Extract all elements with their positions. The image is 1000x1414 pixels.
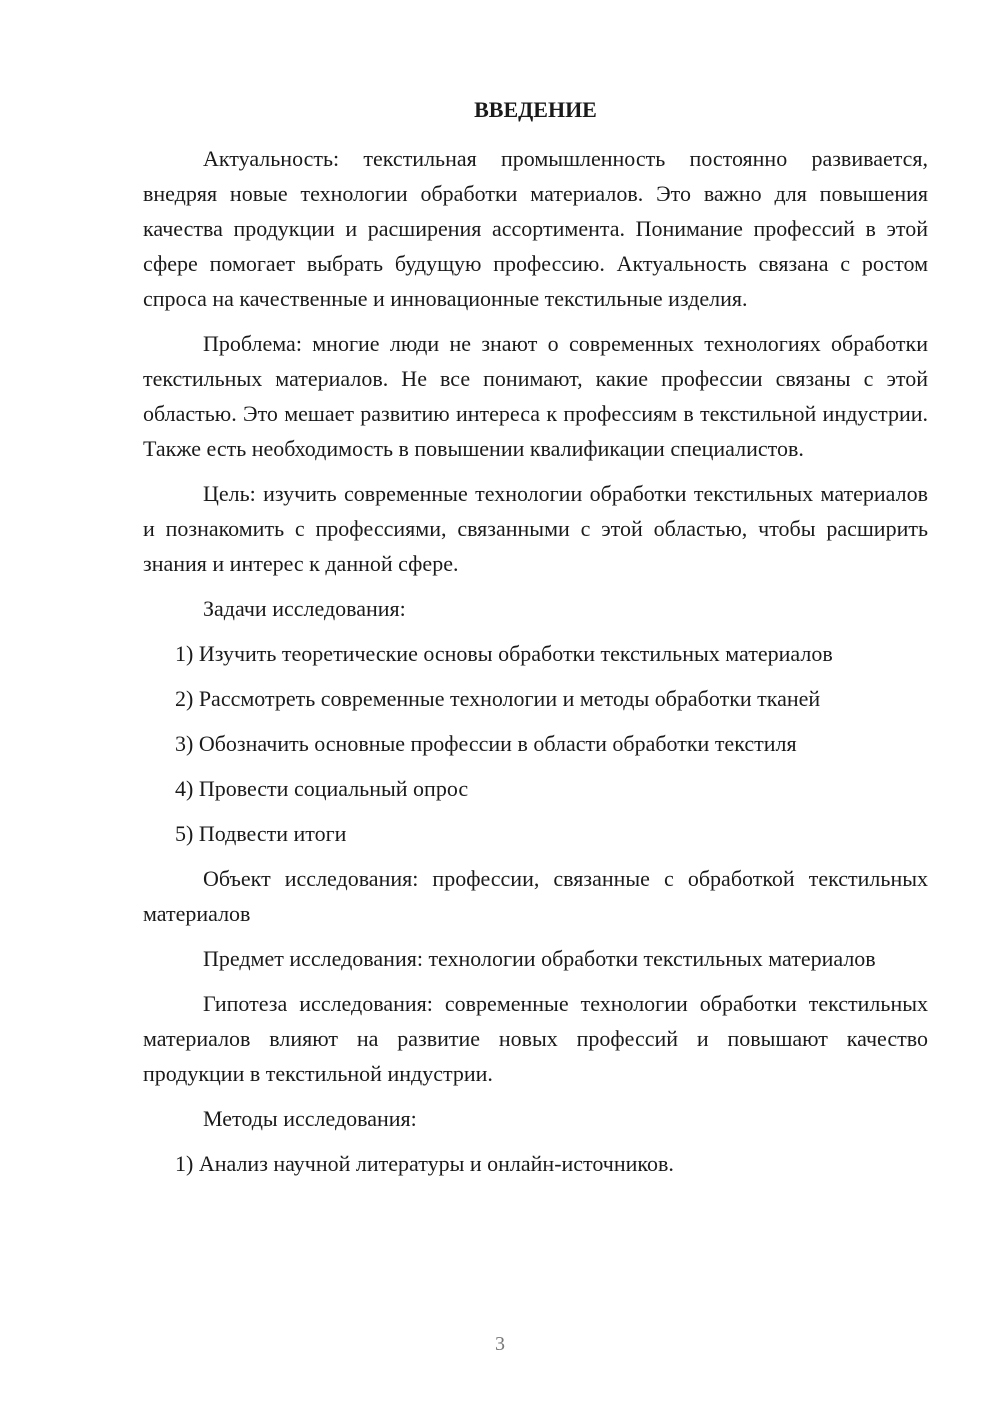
- method-item-1: 1) Анализ научной литературы и онлайн-источников.: [175, 1151, 674, 1176]
- task-item-2: 2) Рассмотреть современные технологии и методы обработки тканей: [175, 686, 821, 711]
- methods-heading: Методы исследования:: [203, 1106, 417, 1131]
- page-number: 3: [495, 1333, 505, 1355]
- goal-paragraph: Цель: изучить современные технологии обработки текстильных материалов и познакомить с профессиями, связанными с этой областью, чтобы расширить знания и интерес к данной сфере.: [143, 481, 928, 576]
- task-item-3: 3) Обозначить основные профессии в области обработки текстиля: [175, 731, 797, 756]
- object-paragraph: Объект исследования: профессии, связанные с обработкой текстильных материалов: [143, 866, 928, 926]
- task-item-4: 4) Провести социальный опрос: [175, 776, 469, 801]
- document-page: [143, 92, 928, 1191]
- tasks-list: [143, 636, 928, 851]
- tasks-heading: Задачи исследования:: [203, 596, 406, 621]
- relevance-paragraph: Актуальность: текстильная промышленность постоянно развивается, внедряя новые технологии обработки материалов. Это важно для повышения качества продукции и расширения ассортимента. Понимание профессий в этой сфере помогает выбрать будущую профессию. Актуальность связана с ростом спроса на качественные и инновационные текстильные изделия.: [143, 146, 928, 311]
- hypothesis-paragraph: Гипотеза исследования: современные технологии обработки текстильных материалов влияют на развитие новых профессий и повышают качество продукции в текстильной индустрии.: [143, 991, 928, 1086]
- task-item-5: 5) Подвести итоги: [175, 821, 347, 846]
- methods-list: [143, 1146, 928, 1181]
- problem-paragraph: Проблема: многие люди не знают о современных технологиях обработки текстильных материалов. Не все понимают, какие профессии связаны с этой областью. Это мешает развитию интереса к профессиям в текстильной индустрии. Также есть необходимость в повышении квалификации специалистов.: [143, 331, 928, 461]
- task-item-1: 1) Изучить теоретические основы обработки текстильных материалов: [175, 641, 833, 666]
- subject-paragraph: Предмет исследования: технологии обработки текстильных материалов: [203, 946, 876, 971]
- page-title: ВВЕДЕНИЕ: [474, 97, 597, 122]
